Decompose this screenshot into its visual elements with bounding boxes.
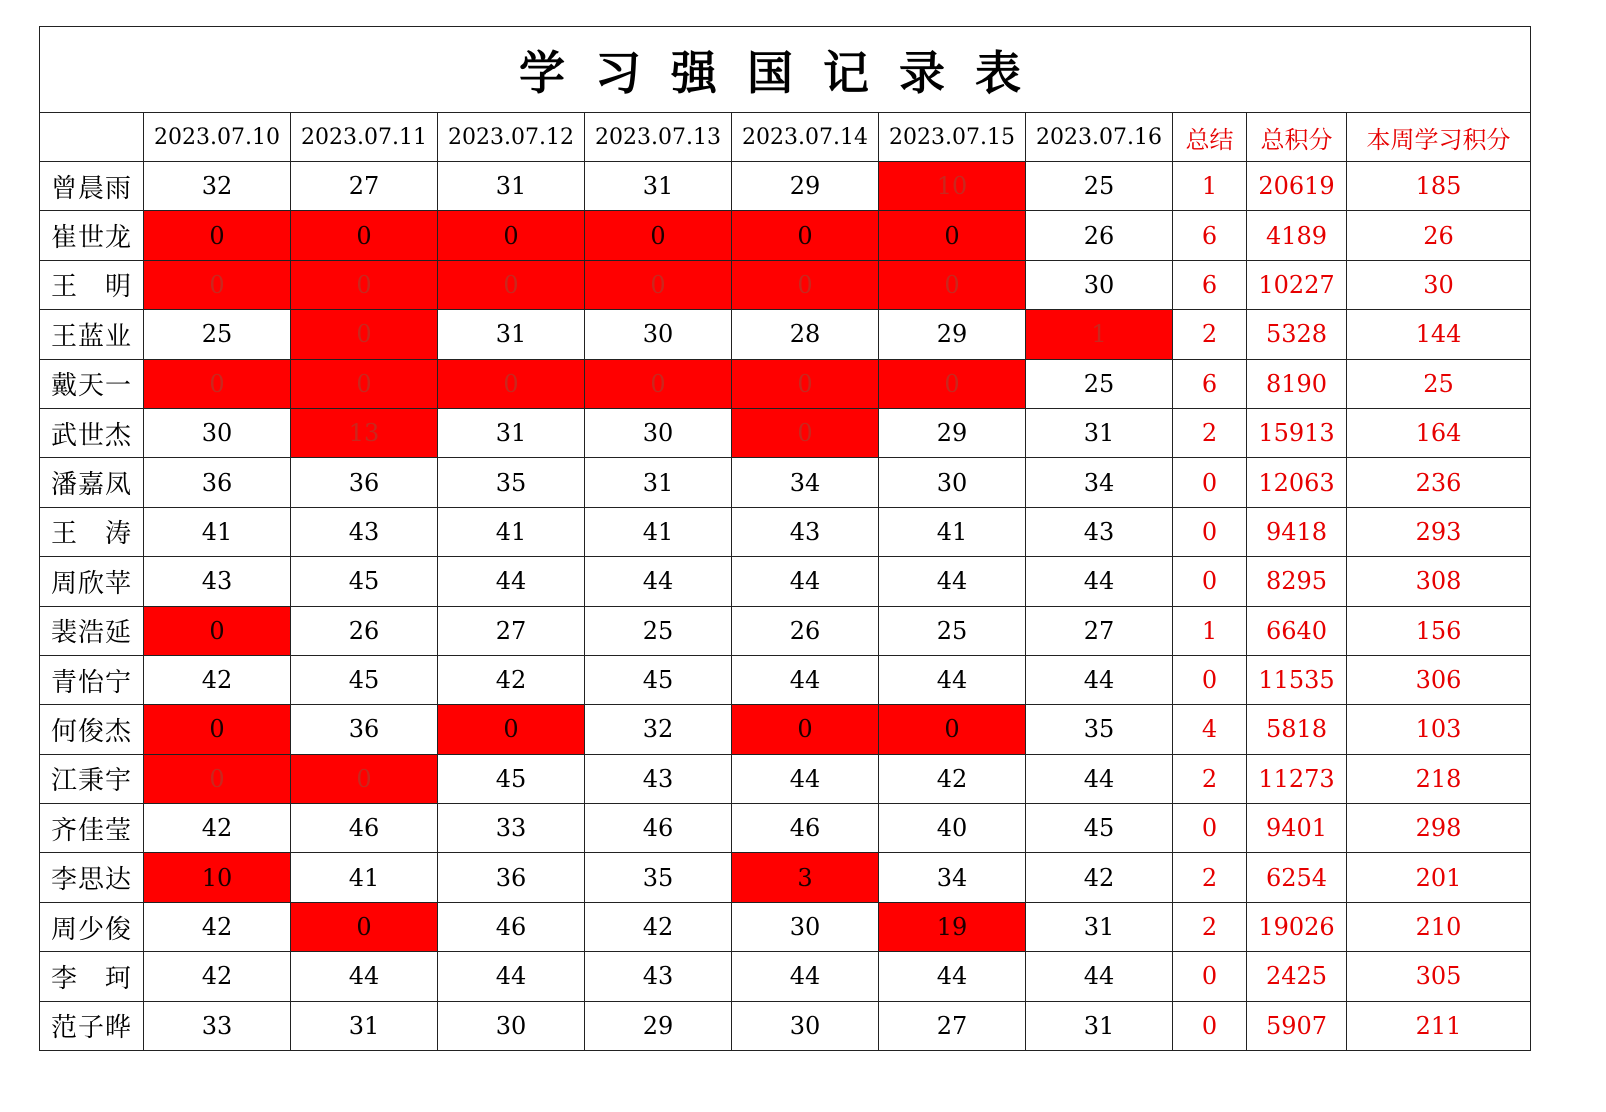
student-name-cell: 齐佳莹 xyxy=(40,804,144,853)
summary-count-cell: 6 xyxy=(1173,359,1247,408)
total-points-cell: 4189 xyxy=(1247,211,1347,260)
daily-score-cell: 41 xyxy=(144,507,291,556)
student-name-cell: 王蓝业 xyxy=(40,310,144,359)
total-points-cell: 8190 xyxy=(1247,359,1347,408)
table-row xyxy=(40,853,1531,902)
daily-score-cell: 28 xyxy=(732,310,879,359)
header-date-cell: 2023.07.15 xyxy=(879,113,1026,162)
total-points-cell: 9401 xyxy=(1247,804,1347,853)
total-points-cell: 5818 xyxy=(1247,705,1347,754)
table-row xyxy=(40,408,1531,457)
daily-score-cell: 0 xyxy=(732,211,879,260)
daily-score-cell: 36 xyxy=(291,705,438,754)
table-row xyxy=(40,211,1531,260)
total-points-cell: 12063 xyxy=(1247,458,1347,507)
daily-score-cell: 44 xyxy=(438,557,585,606)
daily-score-cell: 33 xyxy=(438,804,585,853)
weekly-points-cell: 26 xyxy=(1347,211,1531,260)
daily-score-cell: 25 xyxy=(879,606,1026,655)
daily-score-cell: 31 xyxy=(438,310,585,359)
summary-count-cell: 0 xyxy=(1173,804,1247,853)
student-name-cell: 戴天一 xyxy=(40,359,144,408)
daily-score-cell: 0 xyxy=(144,260,291,309)
daily-score-cell: 0 xyxy=(879,359,1026,408)
daily-score-cell: 0 xyxy=(438,359,585,408)
daily-score-cell: 43 xyxy=(144,557,291,606)
daily-score-cell: 42 xyxy=(438,655,585,704)
daily-score-cell: 44 xyxy=(585,557,732,606)
table-row xyxy=(40,557,1531,606)
daily-score-cell: 0 xyxy=(291,310,438,359)
table-row xyxy=(40,902,1531,951)
daily-score-cell: 46 xyxy=(291,804,438,853)
daily-score-cell: 29 xyxy=(585,1001,732,1050)
weekly-points-cell: 298 xyxy=(1347,804,1531,853)
daily-score-cell: 41 xyxy=(585,507,732,556)
weekly-points-cell: 211 xyxy=(1347,1001,1531,1050)
total-points-cell: 6254 xyxy=(1247,853,1347,902)
header-row xyxy=(40,113,1531,162)
daily-score-cell: 19 xyxy=(879,902,1026,951)
weekly-points-cell: 185 xyxy=(1347,162,1531,211)
daily-score-cell: 41 xyxy=(879,507,1026,556)
total-points-cell: 2425 xyxy=(1247,952,1347,1001)
weekly-points-cell: 144 xyxy=(1347,310,1531,359)
daily-score-cell: 42 xyxy=(879,754,1026,803)
daily-score-cell: 31 xyxy=(1026,1001,1173,1050)
table-row xyxy=(40,705,1531,754)
table-row xyxy=(40,260,1531,309)
daily-score-cell: 45 xyxy=(291,557,438,606)
daily-score-cell: 30 xyxy=(732,902,879,951)
daily-score-cell: 27 xyxy=(438,606,585,655)
daily-score-cell: 31 xyxy=(1026,408,1173,457)
total-points-cell: 11273 xyxy=(1247,754,1347,803)
weekly-points-cell: 30 xyxy=(1347,260,1531,309)
daily-score-cell: 46 xyxy=(438,902,585,951)
header-weekly-cell: 本周学习积分 xyxy=(1347,113,1531,162)
daily-score-cell: 27 xyxy=(291,162,438,211)
student-name-cell: 江秉宇 xyxy=(40,754,144,803)
daily-score-cell: 0 xyxy=(879,705,1026,754)
table-row xyxy=(40,359,1531,408)
summary-count-cell: 0 xyxy=(1173,1001,1247,1050)
daily-score-cell: 33 xyxy=(144,1001,291,1050)
study-record-table xyxy=(39,26,1531,1051)
total-points-cell: 10227 xyxy=(1247,260,1347,309)
daily-score-cell: 35 xyxy=(438,458,585,507)
daily-score-cell: 42 xyxy=(585,902,732,951)
table-row xyxy=(40,606,1531,655)
header-date-cell: 2023.07.11 xyxy=(291,113,438,162)
daily-score-cell: 0 xyxy=(438,260,585,309)
summary-count-cell: 2 xyxy=(1173,408,1247,457)
student-name-cell: 崔世龙 xyxy=(40,211,144,260)
daily-score-cell: 30 xyxy=(732,1001,879,1050)
summary-count-cell: 1 xyxy=(1173,162,1247,211)
daily-score-cell: 10 xyxy=(879,162,1026,211)
daily-score-cell: 0 xyxy=(144,211,291,260)
daily-score-cell: 45 xyxy=(585,655,732,704)
summary-count-cell: 4 xyxy=(1173,705,1247,754)
total-points-cell: 11535 xyxy=(1247,655,1347,704)
student-name-cell: 青怡宁 xyxy=(40,655,144,704)
daily-score-cell: 0 xyxy=(732,705,879,754)
title-row xyxy=(40,27,1531,113)
daily-score-cell: 36 xyxy=(144,458,291,507)
daily-score-cell: 44 xyxy=(732,754,879,803)
daily-score-cell: 0 xyxy=(291,260,438,309)
total-points-cell: 8295 xyxy=(1247,557,1347,606)
daily-score-cell: 41 xyxy=(291,853,438,902)
daily-score-cell: 30 xyxy=(879,458,1026,507)
daily-score-cell: 0 xyxy=(585,260,732,309)
daily-score-cell: 30 xyxy=(144,408,291,457)
daily-score-cell: 36 xyxy=(291,458,438,507)
summary-count-cell: 2 xyxy=(1173,310,1247,359)
summary-count-cell: 0 xyxy=(1173,458,1247,507)
daily-score-cell: 0 xyxy=(585,359,732,408)
daily-score-cell: 25 xyxy=(585,606,732,655)
daily-score-cell: 29 xyxy=(732,162,879,211)
daily-score-cell: 0 xyxy=(144,705,291,754)
daily-score-cell: 44 xyxy=(879,557,1026,606)
daily-score-cell: 35 xyxy=(585,853,732,902)
daily-score-cell: 26 xyxy=(291,606,438,655)
weekly-points-cell: 156 xyxy=(1347,606,1531,655)
summary-count-cell: 2 xyxy=(1173,853,1247,902)
daily-score-cell: 13 xyxy=(291,408,438,457)
daily-score-cell: 34 xyxy=(732,458,879,507)
daily-score-cell: 26 xyxy=(732,606,879,655)
daily-score-cell: 44 xyxy=(291,952,438,1001)
student-name-cell: 周欣苹 xyxy=(40,557,144,606)
summary-count-cell: 6 xyxy=(1173,260,1247,309)
table-row xyxy=(40,507,1531,556)
weekly-points-cell: 210 xyxy=(1347,902,1531,951)
daily-score-cell: 0 xyxy=(144,754,291,803)
header-date-cell: 2023.07.10 xyxy=(144,113,291,162)
header-summary-cell: 总结 xyxy=(1173,113,1247,162)
daily-score-cell: 31 xyxy=(438,408,585,457)
student-name-cell: 何俊杰 xyxy=(40,705,144,754)
daily-score-cell: 40 xyxy=(879,804,1026,853)
total-points-cell: 19026 xyxy=(1247,902,1347,951)
daily-score-cell: 31 xyxy=(291,1001,438,1050)
header-date-cell: 2023.07.13 xyxy=(585,113,732,162)
daily-score-cell: 0 xyxy=(732,408,879,457)
total-points-cell: 6640 xyxy=(1247,606,1347,655)
daily-score-cell: 45 xyxy=(1026,804,1173,853)
table-title: 学习强国记录表 xyxy=(40,27,1531,113)
daily-score-cell: 31 xyxy=(585,458,732,507)
daily-score-cell: 0 xyxy=(144,359,291,408)
daily-score-cell: 10 xyxy=(144,853,291,902)
weekly-points-cell: 236 xyxy=(1347,458,1531,507)
weekly-points-cell: 305 xyxy=(1347,952,1531,1001)
table-row xyxy=(40,310,1531,359)
student-name-cell: 周少俊 xyxy=(40,902,144,951)
header-blank-cell xyxy=(40,113,144,162)
daily-score-cell: 0 xyxy=(291,211,438,260)
daily-score-cell: 44 xyxy=(1026,952,1173,1001)
student-name-cell: 裴浩延 xyxy=(40,606,144,655)
daily-score-cell: 32 xyxy=(144,162,291,211)
weekly-points-cell: 164 xyxy=(1347,408,1531,457)
total-points-cell: 5328 xyxy=(1247,310,1347,359)
header-date-cell: 2023.07.12 xyxy=(438,113,585,162)
table-row xyxy=(40,458,1531,507)
daily-score-cell: 0 xyxy=(291,359,438,408)
total-points-cell: 9418 xyxy=(1247,507,1347,556)
daily-score-cell: 29 xyxy=(879,310,1026,359)
daily-score-cell: 41 xyxy=(438,507,585,556)
daily-score-cell: 0 xyxy=(291,754,438,803)
table-row xyxy=(40,655,1531,704)
summary-count-cell: 2 xyxy=(1173,902,1247,951)
daily-score-cell: 3 xyxy=(732,853,879,902)
daily-score-cell: 0 xyxy=(879,211,1026,260)
daily-score-cell: 46 xyxy=(732,804,879,853)
daily-score-cell: 32 xyxy=(585,705,732,754)
daily-score-cell: 43 xyxy=(585,754,732,803)
daily-score-cell: 44 xyxy=(438,952,585,1001)
weekly-points-cell: 25 xyxy=(1347,359,1531,408)
daily-score-cell: 0 xyxy=(732,260,879,309)
total-points-cell: 5907 xyxy=(1247,1001,1347,1050)
daily-score-cell: 0 xyxy=(732,359,879,408)
daily-score-cell: 26 xyxy=(1026,211,1173,260)
daily-score-cell: 44 xyxy=(879,655,1026,704)
daily-score-cell: 46 xyxy=(585,804,732,853)
summary-count-cell: 0 xyxy=(1173,507,1247,556)
student-name-cell: 李思达 xyxy=(40,853,144,902)
weekly-points-cell: 103 xyxy=(1347,705,1531,754)
daily-score-cell: 42 xyxy=(144,655,291,704)
daily-score-cell: 36 xyxy=(438,853,585,902)
daily-score-cell: 0 xyxy=(585,211,732,260)
header-total-cell: 总积分 xyxy=(1247,113,1347,162)
daily-score-cell: 31 xyxy=(438,162,585,211)
summary-count-cell: 1 xyxy=(1173,606,1247,655)
daily-score-cell: 44 xyxy=(1026,754,1173,803)
daily-score-cell: 27 xyxy=(879,1001,1026,1050)
student-name-cell: 潘嘉凤 xyxy=(40,458,144,507)
daily-score-cell: 44 xyxy=(879,952,1026,1001)
daily-score-cell: 34 xyxy=(1026,458,1173,507)
daily-score-cell: 45 xyxy=(438,754,585,803)
summary-count-cell: 0 xyxy=(1173,655,1247,704)
total-points-cell: 20619 xyxy=(1247,162,1347,211)
table-row xyxy=(40,952,1531,1001)
daily-score-cell: 42 xyxy=(144,902,291,951)
student-name-cell: 王 涛 xyxy=(40,507,144,556)
daily-score-cell: 0 xyxy=(144,606,291,655)
daily-score-cell: 27 xyxy=(1026,606,1173,655)
daily-score-cell: 43 xyxy=(291,507,438,556)
daily-score-cell: 43 xyxy=(585,952,732,1001)
daily-score-cell: 0 xyxy=(291,902,438,951)
weekly-points-cell: 218 xyxy=(1347,754,1531,803)
table-row xyxy=(40,1001,1531,1050)
summary-count-cell: 2 xyxy=(1173,754,1247,803)
daily-score-cell: 30 xyxy=(585,310,732,359)
daily-score-cell: 0 xyxy=(438,211,585,260)
daily-score-cell: 0 xyxy=(438,705,585,754)
weekly-points-cell: 308 xyxy=(1347,557,1531,606)
daily-score-cell: 35 xyxy=(1026,705,1173,754)
daily-score-cell: 45 xyxy=(291,655,438,704)
daily-score-cell: 42 xyxy=(1026,853,1173,902)
table-row xyxy=(40,804,1531,853)
daily-score-cell: 25 xyxy=(1026,359,1173,408)
daily-score-cell: 29 xyxy=(879,408,1026,457)
summary-count-cell: 0 xyxy=(1173,952,1247,1001)
summary-count-cell: 0 xyxy=(1173,557,1247,606)
daily-score-cell: 44 xyxy=(732,557,879,606)
daily-score-cell: 43 xyxy=(732,507,879,556)
daily-score-cell: 1 xyxy=(1026,310,1173,359)
table-row xyxy=(40,754,1531,803)
summary-count-cell: 6 xyxy=(1173,211,1247,260)
daily-score-cell: 44 xyxy=(1026,557,1173,606)
daily-score-cell: 44 xyxy=(1026,655,1173,704)
daily-score-cell: 30 xyxy=(438,1001,585,1050)
weekly-points-cell: 201 xyxy=(1347,853,1531,902)
daily-score-cell: 25 xyxy=(1026,162,1173,211)
header-date-cell: 2023.07.14 xyxy=(732,113,879,162)
daily-score-cell: 44 xyxy=(732,952,879,1001)
table-row xyxy=(40,162,1531,211)
daily-score-cell: 43 xyxy=(1026,507,1173,556)
daily-score-cell: 34 xyxy=(879,853,1026,902)
daily-score-cell: 30 xyxy=(1026,260,1173,309)
weekly-points-cell: 306 xyxy=(1347,655,1531,704)
daily-score-cell: 25 xyxy=(144,310,291,359)
daily-score-cell: 44 xyxy=(732,655,879,704)
student-name-cell: 武世杰 xyxy=(40,408,144,457)
header-date-cell: 2023.07.16 xyxy=(1026,113,1173,162)
daily-score-cell: 31 xyxy=(1026,902,1173,951)
daily-score-cell: 30 xyxy=(585,408,732,457)
total-points-cell: 15913 xyxy=(1247,408,1347,457)
daily-score-cell: 42 xyxy=(144,804,291,853)
weekly-points-cell: 293 xyxy=(1347,507,1531,556)
daily-score-cell: 0 xyxy=(879,260,1026,309)
student-name-cell: 曾晨雨 xyxy=(40,162,144,211)
student-name-cell: 王 明 xyxy=(40,260,144,309)
daily-score-cell: 42 xyxy=(144,952,291,1001)
student-name-cell: 李 珂 xyxy=(40,952,144,1001)
student-name-cell: 范子晔 xyxy=(40,1001,144,1050)
daily-score-cell: 31 xyxy=(585,162,732,211)
